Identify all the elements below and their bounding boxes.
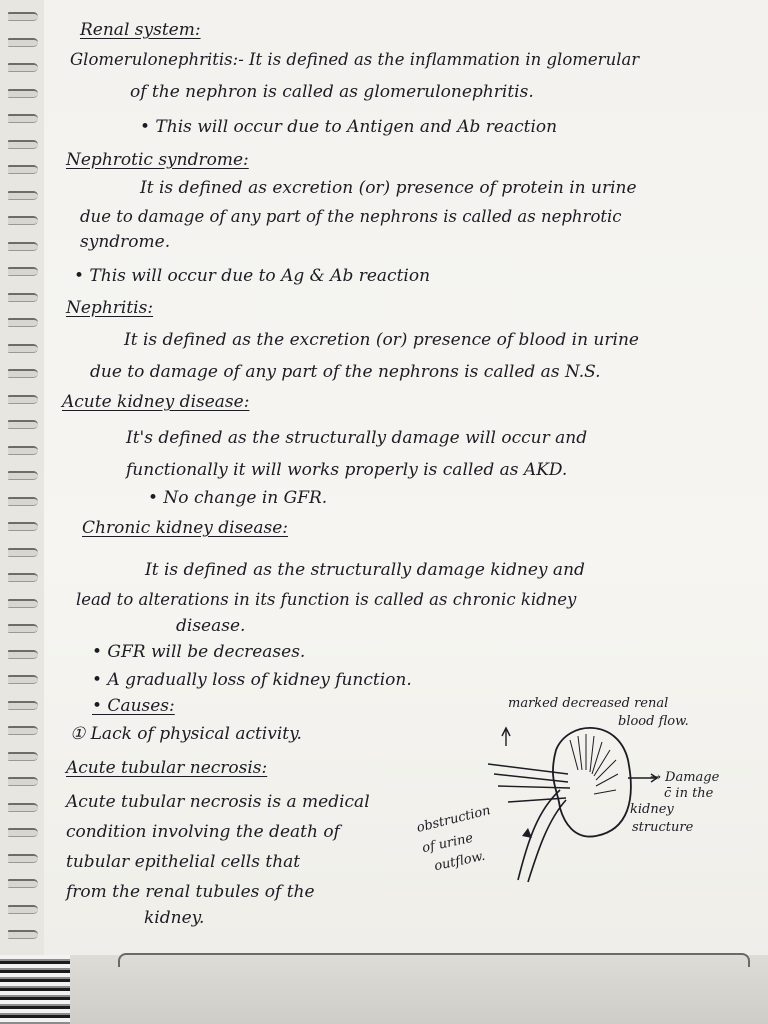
next-page-edge (118, 953, 750, 967)
note-line: • No change in GFR. (148, 488, 328, 508)
spiral-coil (0, 955, 70, 1024)
diagram-label: c̄ in the (664, 786, 714, 801)
note-line: due to damage of any part of the nephrons is called as nephrotic (80, 207, 622, 226)
spiral-ring (8, 854, 38, 863)
spiral-ring (8, 930, 38, 939)
spiral-ring (8, 701, 38, 710)
note-line: of the nephron is called as glomerulonephritis. (130, 82, 534, 102)
spiral-ring (8, 905, 38, 914)
note-line: ① Lack of physical activity. (70, 724, 302, 744)
spiral-ring (8, 828, 38, 837)
spiral-ring (8, 216, 38, 225)
spiral-ring (8, 114, 38, 123)
note-line: disease. (176, 616, 246, 636)
spiral-ring (8, 599, 38, 608)
spiral-ring (8, 675, 38, 684)
note-line: • This will occur due to Ag & Ab reaction (74, 266, 431, 286)
spiral-ring (8, 191, 38, 200)
diagram-label: → Damage (650, 770, 720, 785)
note-line: due to damage of any part of the nephrons is called as N.S. (90, 362, 601, 382)
diagram-label: obstruction (415, 803, 493, 836)
spiral-ring (8, 446, 38, 455)
note-line: It is defined as excretion (or) presence of protein in urine (140, 178, 637, 198)
spiral-ring (8, 89, 38, 98)
spiral-ring (8, 38, 38, 47)
note-line: • A gradually loss of kidney function. (92, 670, 412, 690)
note-line: Glomerulonephritis:- It is defined as the inflammation in glomerular (70, 50, 640, 69)
spiral-ring (8, 803, 38, 812)
spiral-ring (8, 318, 38, 327)
note-line: It is defined as the excretion (or) presence of blood in urine (124, 330, 639, 350)
spiral-ring (8, 293, 38, 302)
heading-nephritis: Nephritis: (66, 298, 154, 318)
heading-chronic-kidney-disease: Chronic kidney disease: (82, 518, 289, 538)
spiral-ring (8, 650, 38, 659)
spiral-ring (8, 752, 38, 761)
diagram-label: structure (632, 820, 694, 835)
spiral-ring (8, 573, 38, 582)
spiral-ring (8, 420, 38, 429)
spiral-ring (8, 369, 38, 378)
spiral-ring (8, 726, 38, 735)
spiral-ring (8, 165, 38, 174)
note-line: • This will occur due to Antigen and Ab reaction (140, 117, 558, 137)
note-line: lead to alterations in its function is called as chronic kidney (76, 590, 577, 609)
note-line: It is defined as the structurally damage kidney and (145, 560, 585, 580)
spiral-ring (8, 471, 38, 480)
note-line: Acute tubular necrosis is a medical (66, 792, 370, 812)
note-line: syndrome. (80, 232, 171, 252)
spiral-ring (8, 344, 38, 353)
kidney-diagram (415, 690, 748, 904)
spiral-ring (8, 777, 38, 786)
note-line: from the renal tubules of the (66, 882, 315, 902)
diagram-label: blood flow. (618, 714, 689, 729)
note-line: kidney. (144, 908, 205, 928)
notebook-spiral-binding (0, 0, 44, 960)
heading-causes: • Causes: (92, 696, 175, 716)
note-line: It's defined as the structurally damage will occur and (126, 428, 588, 448)
diagram-label: kidney (630, 802, 674, 817)
note-line: tubular epithelial cells that (66, 852, 301, 872)
diagram-label: outflow. (432, 848, 487, 875)
note-line: condition involving the death of (66, 822, 340, 842)
spiral-ring (8, 140, 38, 149)
heading-renal-system: Renal system: (80, 20, 201, 40)
heading-acute-kidney-disease: Acute kidney disease: (62, 392, 250, 412)
heading-nephrotic-syndrome: Nephrotic syndrome: (66, 150, 249, 170)
spiral-ring (8, 267, 38, 276)
heading-acute-tubular-necrosis: Acute tubular necrosis: (66, 758, 268, 778)
spiral-ring (8, 12, 38, 21)
note-line: • GFR will be decreases. (92, 642, 306, 662)
spiral-ring (8, 548, 38, 557)
spiral-ring (8, 624, 38, 633)
spiral-ring (8, 63, 38, 72)
spiral-ring (8, 242, 38, 251)
diagram-label: marked decreased renal (508, 696, 669, 711)
spiral-ring (8, 395, 38, 404)
note-line: functionally it will works properly is called as AKD. (126, 460, 568, 480)
spiral-ring (8, 522, 38, 531)
diagram-label: of urine (420, 830, 475, 857)
spiral-ring (8, 879, 38, 888)
spiral-ring (8, 497, 38, 506)
